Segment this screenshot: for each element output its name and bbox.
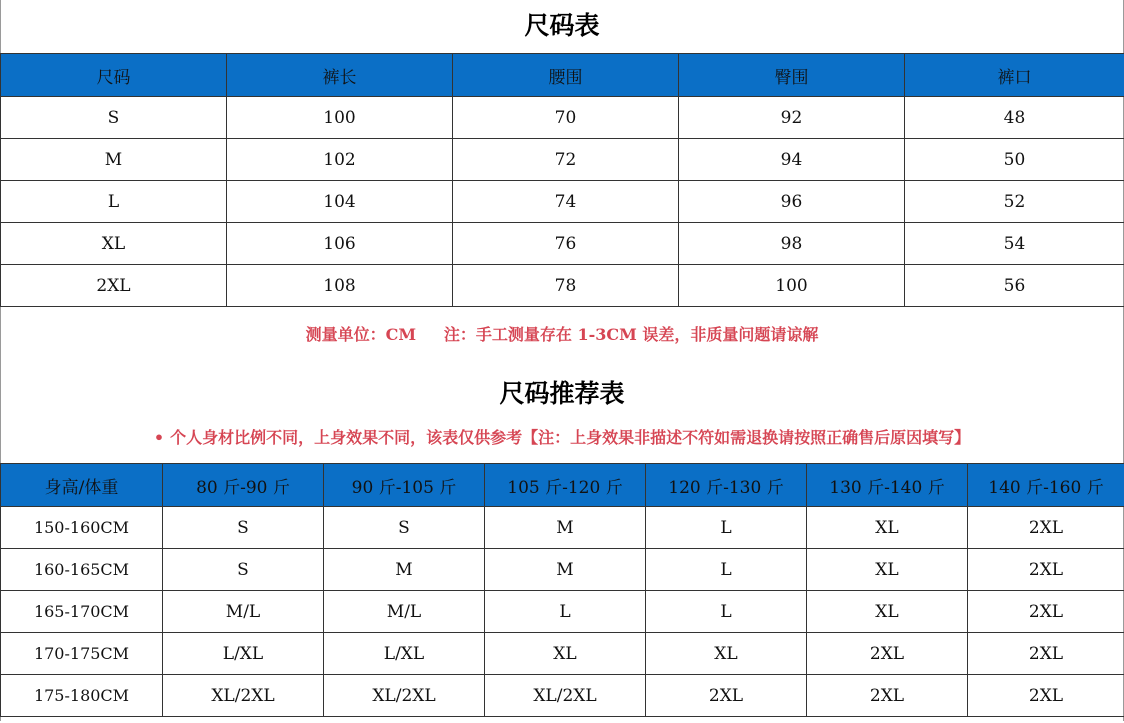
table-row <box>1 549 1124 591</box>
table-cell: 70 <box>453 97 679 139</box>
table-row <box>1 675 1124 717</box>
table-row <box>1 591 1124 633</box>
table-cell: L/XL <box>324 633 485 675</box>
measurement-unit-note: 测量单位：CM 注：手工测量存在 1-3CM 误差，非质量问题请谅解 <box>305 325 819 344</box>
table-cell: M/L <box>163 591 324 633</box>
table-cell: 96 <box>679 181 905 223</box>
table-cell: 102 <box>227 139 453 181</box>
recommend-note-text: 个人身材比例不同，上身效果不同，该表仅供参考【注：上身效果非描述不符如需退换请按照正确售后原因填写】 <box>170 428 971 447</box>
table-cell: 48 <box>905 97 1124 139</box>
table-cell: 78 <box>453 265 679 307</box>
size-chart-title: 尺码表 <box>524 11 600 40</box>
table-cell: 74 <box>453 181 679 223</box>
table-cell: L <box>485 591 646 633</box>
table-cell: L <box>646 591 807 633</box>
table-cell: S <box>163 549 324 591</box>
table-cell: XL <box>1 223 227 265</box>
header-cell: 140 斤-160 斤 <box>968 464 1124 507</box>
table-cell: 76 <box>453 223 679 265</box>
header-cell: 80 斤-90 斤 <box>163 464 324 507</box>
recommend-chart-table <box>0 463 1124 717</box>
table-cell: 72 <box>453 139 679 181</box>
header-cell: 90 斤-105 斤 <box>324 464 485 507</box>
table-cell: 165-170CM <box>1 591 163 633</box>
recommend-note <box>0 425 1124 448</box>
table-cell: 56 <box>905 265 1124 307</box>
table-row <box>1 265 1124 307</box>
table-cell: XL/2XL <box>324 675 485 717</box>
table-row <box>1 507 1124 549</box>
header-cell: 裤长 <box>227 54 453 97</box>
table-cell: 104 <box>227 181 453 223</box>
table-row <box>1 223 1124 265</box>
header-cell: 裤口 <box>905 54 1124 97</box>
table-cell: M <box>485 507 646 549</box>
table-cell: 2XL <box>968 675 1124 717</box>
header-cell: 105 斤-120 斤 <box>485 464 646 507</box>
table-cell: L/XL <box>163 633 324 675</box>
table-cell: L <box>646 549 807 591</box>
table-row <box>1 139 1124 181</box>
table-cell: 2XL <box>968 549 1124 591</box>
table-cell: 175-180CM <box>1 675 163 717</box>
table-cell: 94 <box>679 139 905 181</box>
table-row <box>1 97 1124 139</box>
header-cell: 120 斤-130 斤 <box>646 464 807 507</box>
table-cell: M <box>485 549 646 591</box>
table-cell: 108 <box>227 265 453 307</box>
table-cell: 160-165CM <box>1 549 163 591</box>
table-cell: L <box>1 181 227 223</box>
header-cell: 身高/体重 <box>1 464 163 507</box>
table-cell: 100 <box>679 265 905 307</box>
table-cell: 2XL <box>968 633 1124 675</box>
table-cell: XL <box>807 507 968 549</box>
table-cell: M <box>324 549 485 591</box>
table-cell: XL/2XL <box>485 675 646 717</box>
table-row <box>1 181 1124 223</box>
table-cell: 2XL <box>807 633 968 675</box>
table-cell: S <box>324 507 485 549</box>
table-cell: M/L <box>324 591 485 633</box>
size-chart-header-row <box>1 54 1124 97</box>
header-cell: 腰围 <box>453 54 679 97</box>
header-cell: 臀围 <box>679 54 905 97</box>
header-cell: 尺码 <box>1 54 227 97</box>
recommend-chart-title: 尺码推荐表 <box>499 379 625 408</box>
table-row <box>1 633 1124 675</box>
table-cell: 50 <box>905 139 1124 181</box>
table-cell: XL <box>485 633 646 675</box>
table-cell: L <box>646 507 807 549</box>
table-cell: 2XL <box>968 591 1124 633</box>
header-cell: 130 斤-140 斤 <box>807 464 968 507</box>
size-chart-table <box>0 53 1124 307</box>
table-cell: 2XL <box>646 675 807 717</box>
table-cell: 98 <box>679 223 905 265</box>
table-cell: 106 <box>227 223 453 265</box>
table-cell: 170-175CM <box>1 633 163 675</box>
recommend-header-row <box>1 464 1124 507</box>
table-cell: 100 <box>227 97 453 139</box>
table-cell: 2XL <box>968 507 1124 549</box>
table-cell: 54 <box>905 223 1124 265</box>
table-cell: XL <box>646 633 807 675</box>
table-cell: XL <box>807 549 968 591</box>
table-cell: S <box>1 97 227 139</box>
table-cell: 150-160CM <box>1 507 163 549</box>
table-cell: 92 <box>679 97 905 139</box>
table-cell: M <box>1 139 227 181</box>
table-cell: XL <box>807 591 968 633</box>
table-cell: 2XL <box>807 675 968 717</box>
bullet-marker: • <box>153 428 165 447</box>
table-cell: 52 <box>905 181 1124 223</box>
table-cell: 2XL <box>1 265 227 307</box>
table-cell: XL/2XL <box>163 675 324 717</box>
table-cell: S <box>163 507 324 549</box>
